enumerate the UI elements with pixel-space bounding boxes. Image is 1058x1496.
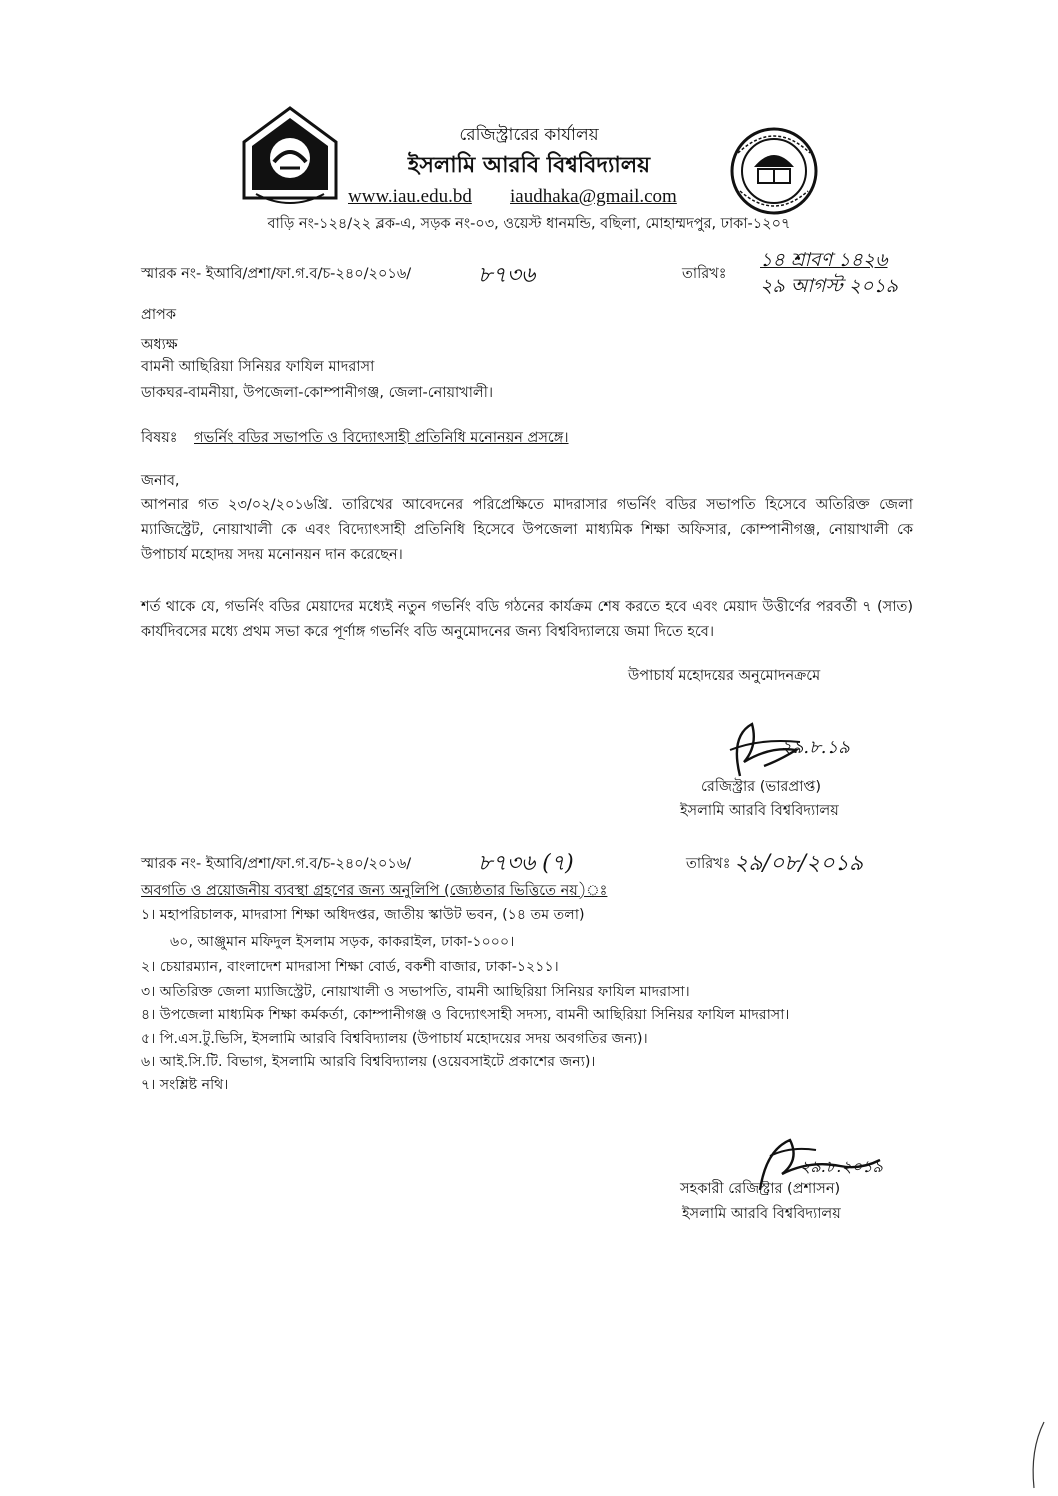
copy-ref-number: ৮৭৩৬ (৭): [478, 851, 574, 876]
cc-item: ৪। উপজেলা মাধ্যমিক শিক্ষা কর্মকর্তা, কোম্পানীগঞ্জ ও বিদ্যোৎসাহী সদস্য, বামনী আছিরিয়া সিনিয়র ফাযিল মাদরাসা।: [141, 1007, 790, 1023]
cc-item: ৭। সংশ্লিষ্ট নথি।: [141, 1077, 229, 1093]
signature1-title: রেজিস্ট্রার (ভারপ্রাপ্ত): [701, 779, 822, 795]
cc-heading: অবগতি ও প্রয়োজনীয় ব্যবস্থা গ্রহণের জন্য অনুলিপি (জ্যেষ্ঠতার ভিত্তিতে নয়)ঃ: [141, 883, 608, 899]
recipient-address: ডাকঘর-বামনীয়া, উপজেলা-কোম্পানীগঞ্জ, জেলা-নোয়াখালী।: [141, 385, 494, 401]
cc-item: ৩। অতিরিক্ত জেলা ম্যাজিস্ট্রেট, নোয়াখালী ও সভাপতি, বামনী আছিরিয়া সিনিয়র ফাযিল মাদরাসা।: [141, 984, 690, 1000]
body-paragraph-1: আপনার গত ২৩/০২/২০১৬খ্রি. তারিখের আবেদনের পরিপ্রেক্ষিতে মাদরাসার গভর্নিং বডির সভাপতি হিসেবে অতিরিক্ত জেলা ম্যাজিস্ট্রেট, নোয়াখালী কে এবং বিদ্যোৎসাহী প্রতিনিধি হিসেবে উপজেলা মাধ্যমিক শিক্ষা অফিসার, কোম্পানীগঞ্জ, নোয়াখালী কে উপাচার্য মহোদয় সদয় মনোনয়ন দান করেছেন।: [141, 497, 913, 563]
contact-line: [348, 186, 708, 208]
website-link[interactable]: www.iau.edu.bd: [348, 186, 472, 207]
copy-date-hand: ২৯/০৮/২০১৯: [734, 851, 864, 876]
signature2-title: সহকারী রেজিস্ট্রার (প্রশাসন): [680, 1181, 841, 1197]
office-address: বাড়ি নং-১২৪/২২ ব্লক-এ, সড়ক নং-০৩, ওয়েস্ট ধানমন্ডি, বছিলা, মোহাম্মদপুর, ঢাকা-১২০৭: [267, 216, 791, 232]
office-name: রেজিস্ট্রারের কার্যালয়: [459, 125, 599, 145]
memo-date-hand-1: ১৪ শ্রাবণ ১৪২৬: [760, 249, 888, 271]
cc-item: ৫। পি.এস.টু.ভিসি, ইসলামি আরবি বিশ্ববিদ্যালয় (উপাচার্য মহোদয়ের সদয় অবগতির জন্য)।: [141, 1031, 648, 1047]
signature2-date: ২৯.৮.২০১৯: [800, 1157, 883, 1176]
memo-date-label: তারিখঃ: [682, 266, 727, 282]
memo-ref-label: স্মারক নং- ইআবি/প্রশা/ফা.গ.ব/চ-২৪০/২০১৬/: [141, 266, 412, 282]
subject-text: গভর্নিং বডির সভাপতি ও বিদ্যোৎসাহী প্রতিনিধি মনোনয়ন প্রসঙ্গে।: [194, 430, 569, 446]
memo-date-hand-2: ২৯ আগস্ট ২০১৯: [760, 275, 898, 297]
scan-mark: [1020, 1420, 1050, 1494]
cc-item: ৬। আই.সি.টি. বিভাগ, ইসলামি আরবি বিশ্ববিদ্যালয় (ওয়েবসাইটে প্রকাশের জন্য)।: [141, 1054, 596, 1070]
signature1-org: ইসলামি আরবি বিশ্ববিদ্যালয়: [680, 803, 839, 819]
cc-item: ৬০, আঞ্জুমান মফিদুল ইসলাম সড়ক, কাকরাইল, ঢাকা-১০০০।: [170, 934, 515, 950]
email-link[interactable]: iaudhaka@gmail.com: [510, 186, 677, 207]
copy-date-label: তারিখঃ: [686, 856, 731, 872]
salutation: জনাব,: [141, 473, 180, 489]
body-paragraph-2: শর্ত থাকে যে, গভর্নিং বডির মেয়াদের মধ্যেই নতুন গভর্নিং বডি গঠনের কার্যক্রম শেষ করতে হবে এবং মেয়াদ উত্তীর্ণের পরবর্তী ৭ (সাত) কার্যদিবসের মধ্যে প্রথম সভা করে পূর্ণাঙ্গ গভর্নিং বডি অনুমোদনের জন্য বিশ্ববিদ্যালয়ে জমা দিতে হবে।: [141, 599, 913, 640]
recipient-label: প্রাপক: [141, 307, 177, 323]
memo-ref-number: ৮৭৩৬: [478, 263, 536, 288]
signature1-date: ২৯.৮.১৯: [780, 737, 850, 758]
approval-note: উপাচার্য মহোদয়ের অনুমোদনক্রমে: [628, 668, 821, 684]
recipient-institution: বামনী আছিরিয়া সিনিয়র ফাযিল মাদরাসা: [141, 359, 375, 375]
university-name: ইসলামি আরবি বিশ্ববিদ্যালয়: [407, 153, 651, 178]
signature2-org: ইসলামি আরবি বিশ্ববিদ্যালয়: [682, 1206, 841, 1222]
subject-label: বিষয়ঃ: [141, 430, 178, 446]
recipient-title: অধ্যক্ষ: [141, 337, 178, 353]
cc-item: ২। চেয়ারম্যান, বাংলাদেশ মাদরাসা শিক্ষা বোর্ড, বকশী বাজার, ঢাকা-১২১১।: [141, 959, 559, 975]
cc-item: ১। মহাপরিচালক, মাদরাসা শিক্ষা অধিদপ্তর, জাতীয় স্কাউট ভবন, (১৪ তম তলা): [141, 907, 585, 923]
copy-ref-label: স্মারক নং- ইআবি/প্রশা/ফা.গ.ব/চ-২৪০/২০১৬/: [141, 856, 412, 872]
